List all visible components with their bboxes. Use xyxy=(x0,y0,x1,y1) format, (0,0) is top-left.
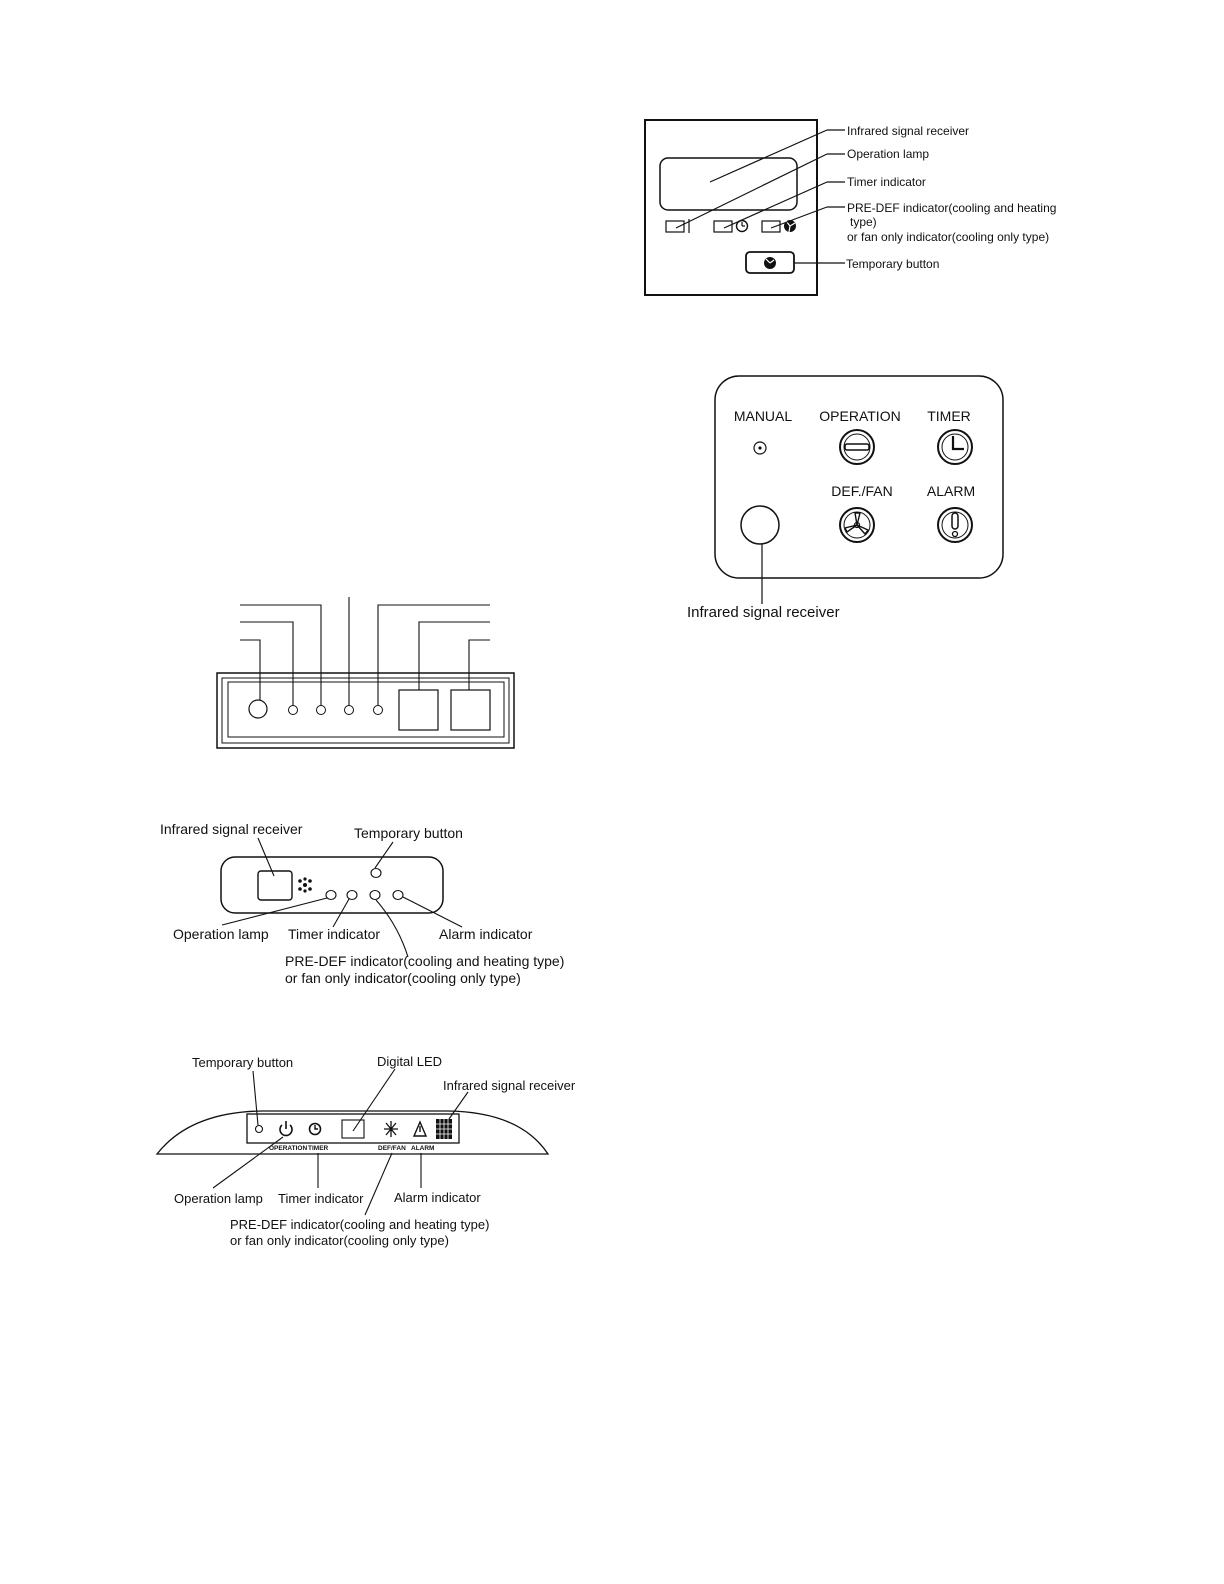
label-predef-line2: or fan only indicator(cooling only type) xyxy=(230,1233,449,1248)
label-operation-lamp: Operation lamp xyxy=(847,147,930,161)
label-predef-line2: or fan only indicator(cooling only type) xyxy=(285,970,521,986)
infrared-window xyxy=(249,700,267,718)
label-alarm-indicator: Alarm indicator xyxy=(394,1190,481,1205)
label-infrared-receiver: Infrared signal receiver xyxy=(847,124,970,138)
temporary-button[interactable] xyxy=(256,1126,263,1133)
infrared-receiver-window xyxy=(741,506,779,544)
infrared-window xyxy=(258,871,292,900)
label-timer-indicator: Timer indicator xyxy=(278,1191,364,1206)
temporary-button[interactable] xyxy=(371,869,381,878)
panel-b-display xyxy=(687,376,1003,621)
label-timer: TIMER xyxy=(927,408,971,424)
label-temporary-button: Temporary button xyxy=(846,257,940,271)
label-digital-led: Digital LED xyxy=(377,1054,443,1069)
label-predef-line1: PRE-DEF indicator(cooling and heating type) xyxy=(230,1217,490,1232)
power-icon xyxy=(280,1121,292,1135)
label-alarm: ALARM xyxy=(926,483,976,499)
fan-icon xyxy=(784,220,796,232)
panel-d-display xyxy=(160,821,564,986)
panel-e-display xyxy=(157,1054,576,1248)
label-temporary-button: Temporary button xyxy=(354,825,463,841)
indicator-lamp xyxy=(345,706,354,715)
panel-button[interactable] xyxy=(399,690,438,730)
label-def-fan: DEF./FAN xyxy=(831,483,893,499)
indicator-lamp xyxy=(374,706,383,715)
operation-lamp xyxy=(326,891,336,900)
label-temporary-button: Temporary button xyxy=(192,1055,294,1070)
label-operation: OPERATION xyxy=(819,408,901,424)
label-predef-line1: PRE-DEF indicator(cooling and heating xyxy=(847,201,1057,215)
label-operation-lamp: Operation lamp xyxy=(173,926,269,942)
label-timer-indicator: Timer indicator xyxy=(288,926,381,942)
alarm-lamp xyxy=(393,891,403,900)
digital-led xyxy=(342,1120,364,1138)
fan-icon xyxy=(840,508,874,542)
label-predef-line3: or fan only indicator(cooling only type) xyxy=(847,230,1050,244)
snowflake-icon xyxy=(384,1121,398,1137)
predef-lamp xyxy=(370,891,380,900)
label-predef-line1: PRE-DEF indicator(cooling and heating type) xyxy=(285,953,565,969)
small-label-operation: OPERATION xyxy=(269,1145,308,1152)
operation-icon xyxy=(840,430,874,464)
indicator-lamp xyxy=(289,706,298,715)
infrared-receiver-grid xyxy=(436,1119,452,1139)
panel-button[interactable] xyxy=(451,690,490,730)
manual-button[interactable] xyxy=(754,442,766,454)
panel-c-display xyxy=(217,597,514,748)
label-manual: MANUAL xyxy=(733,408,793,424)
small-label-def-fan: DEF/FAN xyxy=(378,1145,406,1152)
label-infrared-receiver: Infrared signal receiver xyxy=(160,821,303,837)
alarm-icon xyxy=(414,1122,426,1136)
alarm-exclamation-icon xyxy=(938,508,972,542)
label-operation-lamp: Operation lamp xyxy=(174,1191,263,1206)
small-label-alarm: ALARM xyxy=(411,1145,435,1152)
fan-icon xyxy=(298,877,312,892)
small-label-timer: TIMER xyxy=(308,1145,329,1152)
label-infrared-receiver: Infrared signal receiver xyxy=(443,1078,576,1093)
panel-a-display xyxy=(645,120,1056,295)
label-infrared-receiver: Infrared signal receiver xyxy=(687,604,840,621)
temporary-button-icon xyxy=(764,257,776,269)
clock-icon xyxy=(310,1124,321,1135)
indicator-lamp xyxy=(317,706,326,715)
label-timer-indicator: Timer indicator xyxy=(847,175,926,189)
timer-lamp xyxy=(347,891,357,900)
label-predef-line2: type) xyxy=(850,215,877,229)
timer-clock-icon xyxy=(938,430,972,464)
label-alarm-indicator: Alarm indicator xyxy=(439,926,533,942)
